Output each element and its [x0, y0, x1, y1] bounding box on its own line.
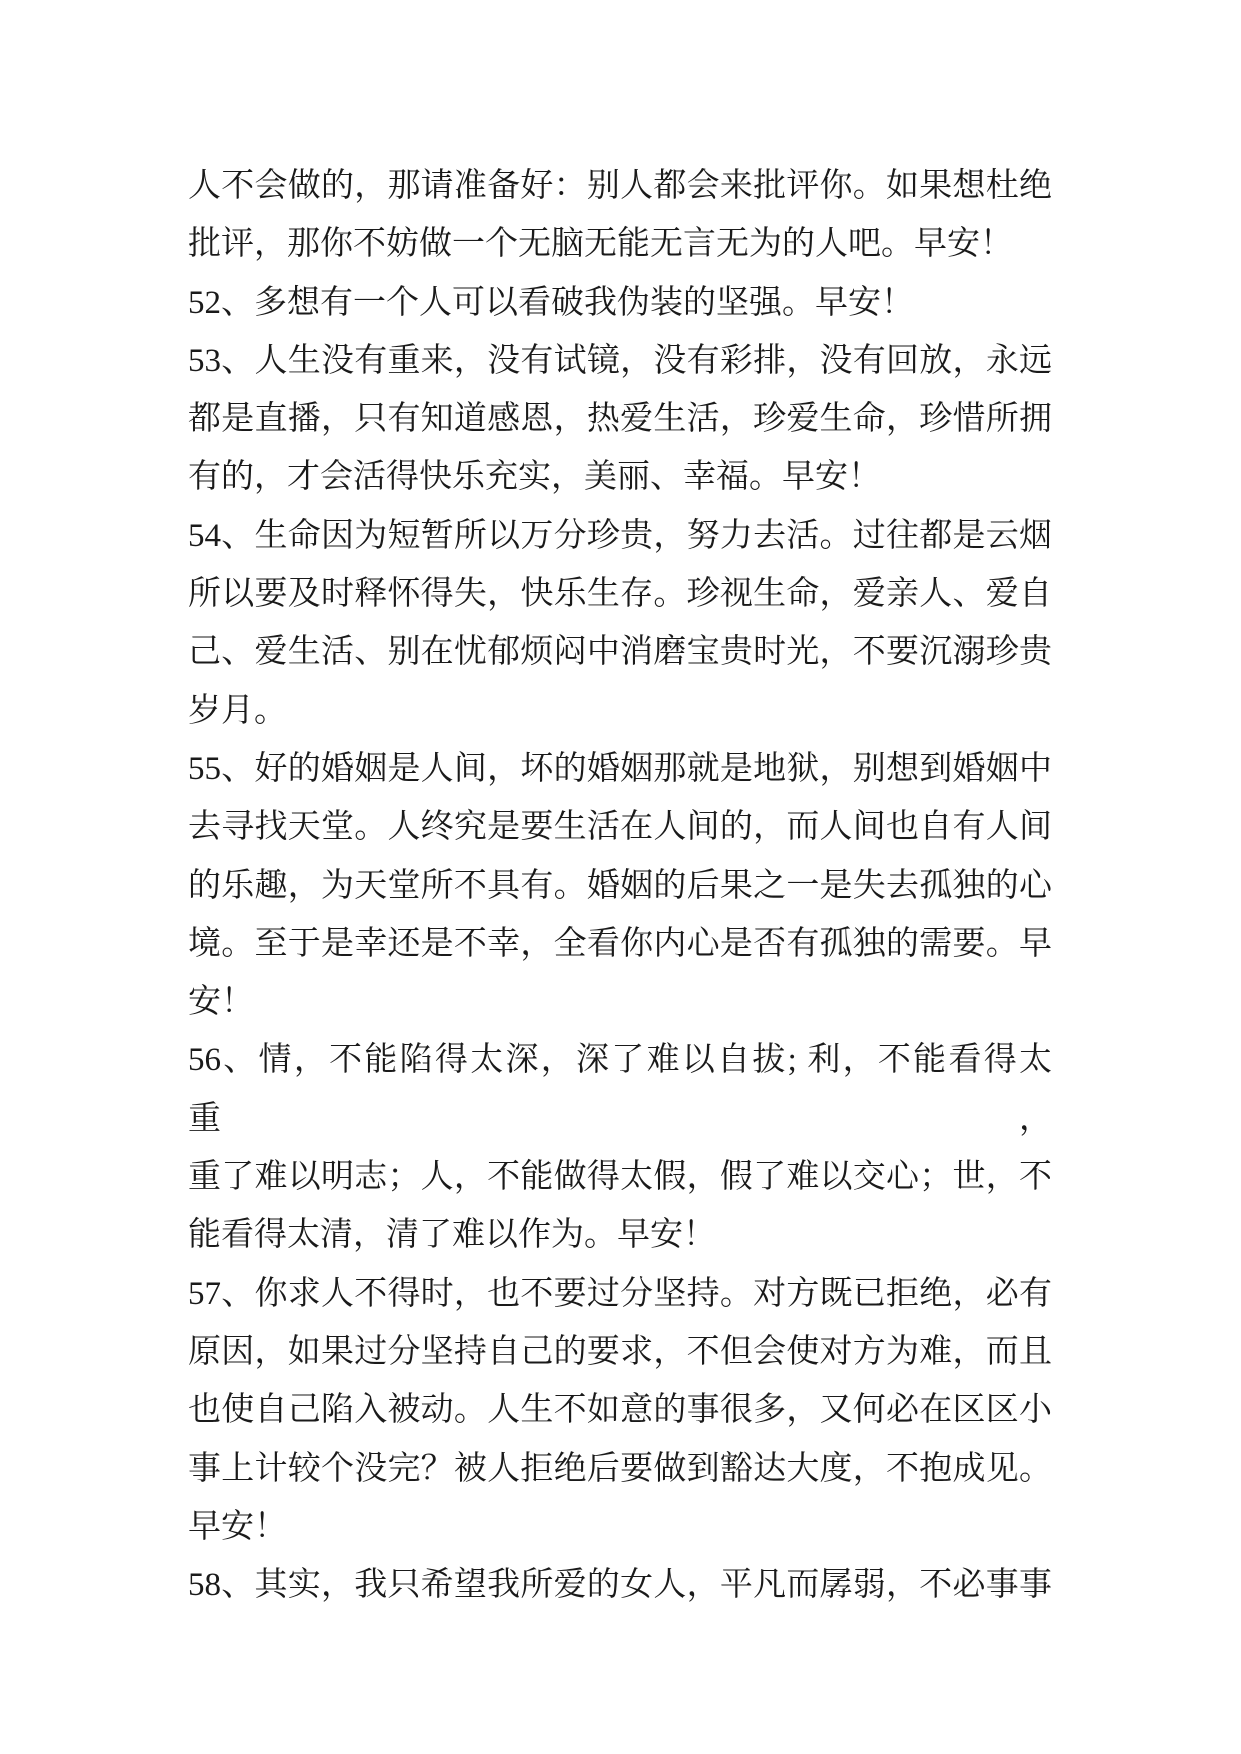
text-line: 53、人生没有重来，没有试镜，没有彩排，没有回放，永远: [188, 342, 1052, 379]
text-line: 56、情，不能陷得太深，深了难以自拔; 利，不能看得太重，: [188, 1042, 1052, 1137]
text-line: 所以要及时释怀得失，快乐生存。珍视生命，爱亲人、爱自: [188, 576, 1052, 613]
text-line: 52、多想有一个人可以看破我伪装的坚强。早安！: [188, 284, 914, 321]
text-line: 早安！: [188, 1508, 287, 1545]
text-line: 55、好的婚姻是人间，坏的婚姻那就是地狱，别想到婚姻中: [188, 750, 1052, 787]
text-line: 安！: [188, 984, 254, 1021]
text-line: 也使自己陷入被动。人生不如意的事很多，又何必在区区小: [188, 1392, 1052, 1429]
text-line: 58、其实，我只希望我所爱的女人，平凡而孱弱，不必事事: [188, 1567, 1052, 1604]
text-line: 事上计较个没完？被人拒绝后要做到豁达大度，不抱成见。: [188, 1450, 1052, 1487]
text-line: 去寻找天堂。人终究是要生活在人间的，而人间也自有人间: [188, 809, 1052, 846]
text-line: 境。至于是幸还是不幸，全看你内心是否有孤独的需要。早: [188, 925, 1052, 962]
text-line: 重了难以明志；人，不能做得太假，假了难以交心；世，不: [188, 1159, 1052, 1196]
text-line: 批评，那你不妨做一个无脑无能无言无为的人吧。早安！: [188, 226, 1013, 263]
text-line: 原因，如果过分坚持自己的要求，不但会使对方为难，而且: [188, 1333, 1052, 1370]
text-line: 能看得太清，清了难以作为。早安！: [188, 1217, 716, 1254]
quotes-text-block: [188, 157, 1052, 1614]
text-line: 岁月。: [188, 692, 287, 729]
text-line: 的乐趣，为天堂所不具有。婚姻的后果之一是失去孤独的心: [188, 867, 1052, 904]
text-line: 有的，才会活得快乐充实，美丽、幸福。早安！: [188, 459, 881, 496]
text-line: 57、你求人不得时，也不要过分坚持。对方既已拒绝，必有: [188, 1275, 1052, 1312]
text-line: 人不会做的，那请准备好：别人都会来批评你。如果想杜绝: [188, 168, 1052, 204]
text-line: 都是直播，只有知道感恩，热爱生活，珍爱生命，珍惜所拥: [188, 401, 1052, 438]
text-line: 54、生命因为短暂所以万分珍贵，努力去活。过往都是云烟: [188, 517, 1052, 554]
text-line: 己、爱生活、别在忧郁烦闷中消磨宝贵时光，不要沉溺珍贵: [188, 634, 1052, 671]
